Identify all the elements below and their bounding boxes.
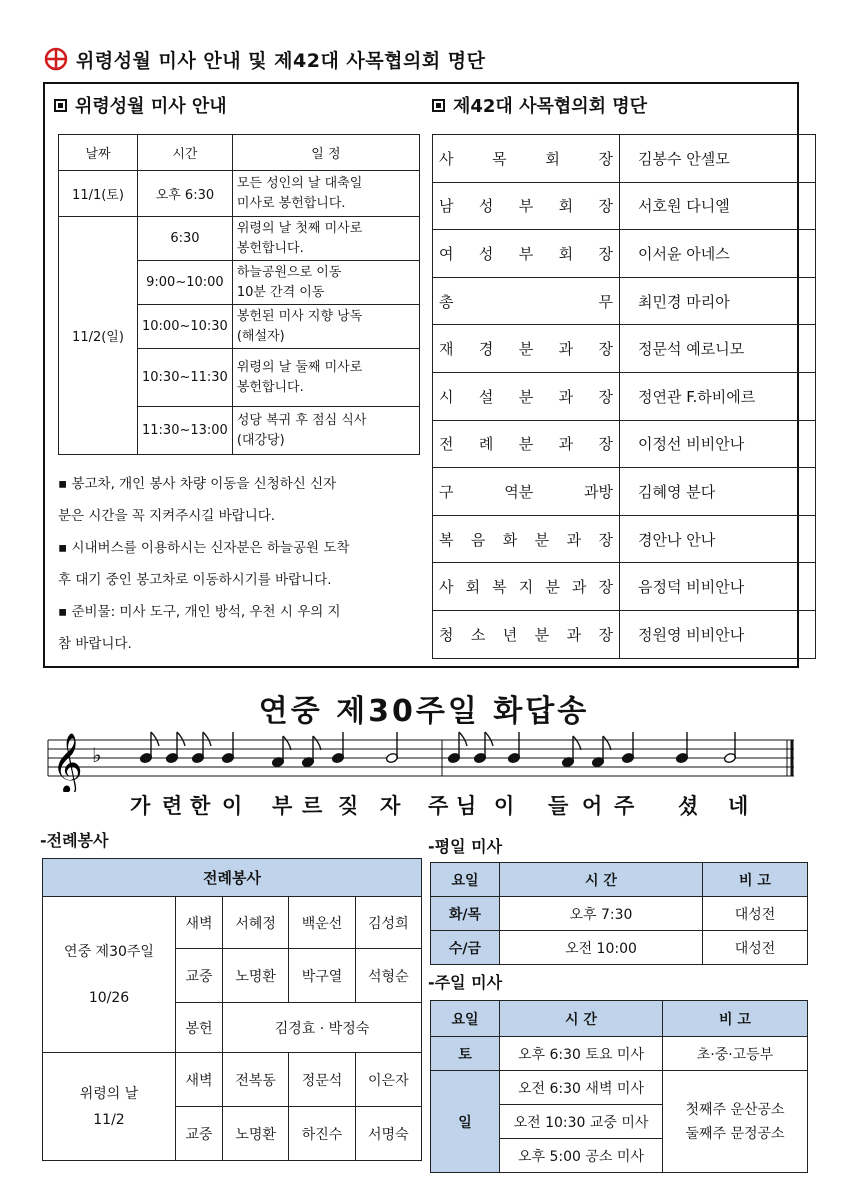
council-row <box>433 325 816 373</box>
council-section-heading: 제42대 사목협의회 명단 <box>432 92 647 118</box>
table-row: 11/2(일) 6:30 위령의 날 첫째 미사로 봉헌합니다. <box>59 217 420 261</box>
table-row: 수/금 오전 10:00 대성전 <box>431 931 808 965</box>
council-row <box>433 420 816 468</box>
mass-notes: ▪ 봉고차, 개인 봉사 차량 이동을 신청하신 신자 분은 시간을 꼭 지켜주시길 바랍니다. ▪ 시내버스를 이용하시는 신자분은 하늘공원 도착 후 대기 중인 봉고차로 이동하시기를 바랍니다. ▪ 준비물: 미사 도구, 개인 방석, 우천 시 우의 지 참 바랍니다. <box>58 476 350 652</box>
council-row <box>433 182 816 230</box>
lyric-syllable: 부 <box>272 794 294 818</box>
table-row: 화/목 오후 7:30 대성전 <box>431 897 808 931</box>
lyric-syllable: 이 <box>222 794 244 818</box>
council-table <box>432 134 816 659</box>
council-row <box>433 515 816 563</box>
page-title: 위령성월 미사 안내 및 제42대 사목협의회 명단 <box>76 49 486 72</box>
council-role: 시 설 분 과 장 <box>433 372 620 420</box>
mass-schedule-table <box>58 134 420 455</box>
lyric-syllable: 자 <box>380 794 402 818</box>
council-role: 청 소 년 분 과 장 <box>433 610 620 658</box>
treble-clef-icon: 𝄞 <box>52 733 83 792</box>
table-row: 오후 5:00 공소 미사 <box>431 1139 808 1173</box>
sunday-mass-label: -주일 미사 <box>428 973 503 992</box>
music-staff <box>42 722 802 792</box>
mass-section-heading: 위령성월 미사 안내 <box>54 92 227 118</box>
council-name: 김혜영 분다 <box>620 468 816 516</box>
council-name: 정문석 예로니모 <box>620 325 816 373</box>
header-date: 날짜 <box>59 135 138 171</box>
weekday-mass-table: 요일 시 간 비 고 화/목 오후 7:30 대성전 수/금 오전 10:00 대성전 <box>430 862 808 965</box>
table-row: 10:00~10:30 봉헌된 미사 지향 낭독 (해설자) <box>59 305 420 349</box>
table-row: 봉헌 김경효 · 박정숙 <box>43 1003 422 1053</box>
liturgy-service-table <box>42 858 422 1161</box>
council-role: 전 례 분 과 장 <box>433 420 620 468</box>
council-name: 이정선 비비안나 <box>620 420 816 468</box>
table-row: 토 오후 6:30 토요 미사 초·중·고등부 <box>431 1037 808 1071</box>
council-role: 사 회 복 지 분 과 장 <box>433 563 620 611</box>
council-name: 최민경 마리아 <box>620 277 816 325</box>
page-title-row <box>44 44 486 74</box>
hymn-title: 연중 제30주일 화답송 <box>258 694 590 729</box>
council-name: 음정덕 비비안나 <box>620 563 816 611</box>
council-name: 이서윤 아네스 <box>620 230 816 278</box>
cross-logo-icon <box>44 47 68 71</box>
lyric-syllable: 주 <box>614 794 636 818</box>
table-row: 위령의 날 11/2 새벽 전복동 정문석 이은자 <box>43 1053 422 1107</box>
council-role: 구 역분 과방 <box>433 468 620 516</box>
square-bullet-icon <box>432 99 445 112</box>
sunday-mass-table: 요일 시 간 비 고 토 오후 6:30 토요 미사 초·중·고등부 일 오전 6:30 새벽 미사 첫째주 운산공소 둘째주 문정공소 오전 10:30 교중 미사 오후 5:00 공소 미사 <box>430 1000 808 1173</box>
council-role: 복 음 화 분 과 장 <box>433 515 620 563</box>
council-role: 남 성 부 회 장 <box>433 182 620 230</box>
table-row: 교중 노명환 박구열 석형순 <box>43 949 422 1003</box>
lyric-syllable: 가 <box>130 794 152 818</box>
liturgy-service-label: -전례봉사 <box>40 831 109 850</box>
square-bullet-icon <box>54 99 67 112</box>
lyric-syllable: 들 <box>548 794 570 818</box>
council-name: 정연관 F.하비에르 <box>620 372 816 420</box>
council-row <box>433 230 816 278</box>
liturgy-service-header: 전례봉사 <box>43 859 422 897</box>
council-name: 경안나 안나 <box>620 515 816 563</box>
table-row: 오전 10:30 교중 미사 <box>431 1105 808 1139</box>
lyric-syllable: 련 <box>162 794 184 818</box>
council-name: 김봉수 안셀모 <box>620 135 816 183</box>
lyric-syllable: 네 <box>728 794 750 818</box>
table-row: 11/1(토) 오후 6:30 모든 성인의 날 대축일 미사로 봉헌합니다. <box>59 171 420 217</box>
council-row <box>433 372 816 420</box>
header-time: 시간 <box>138 135 233 171</box>
hymn-lyrics <box>130 790 770 820</box>
table-row: 일 오전 6:30 새벽 미사 첫째주 운산공소 둘째주 문정공소 <box>431 1071 808 1105</box>
weekday-mass-label: -평일 미사 <box>428 837 503 856</box>
lyric-syllable: 어 <box>582 794 604 818</box>
table-row: 11:30~13:00 성당 복귀 후 점심 식사 (대강당) <box>59 407 420 455</box>
council-row <box>433 563 816 611</box>
council-role: 여 성 부 회 장 <box>433 230 620 278</box>
council-row <box>433 468 816 516</box>
council-row <box>433 610 816 658</box>
table-row: 10:30~11:30 위령의 날 둘째 미사로 봉헌합니다. <box>59 349 420 407</box>
lyric-syllable: 님 <box>456 794 478 818</box>
council-name: 정원영 비비안나 <box>620 610 816 658</box>
council-role: 재 경 분 과 장 <box>433 325 620 373</box>
lyric-syllable: 셨 <box>678 794 700 818</box>
flat-icon: ♭ <box>92 743 102 767</box>
lyric-syllable: 르 <box>302 794 324 818</box>
table-row: 교중 노명환 하진수 서명숙 <box>43 1107 422 1161</box>
council-name: 서호원 다니엘 <box>620 182 816 230</box>
council-row <box>433 277 816 325</box>
lyric-syllable: 주 <box>428 794 450 818</box>
table-row: 연중 제30주일 10/26 새벽 서혜정 백운선 김성희 <box>43 897 422 949</box>
council-role: 사 목 회 장 <box>433 135 620 183</box>
header-schedule: 일 정 <box>232 135 419 171</box>
council-role: 총 무 <box>433 277 620 325</box>
table-row: 9:00~10:00 하늘공원으로 이동 10분 간격 이동 <box>59 261 420 305</box>
lyric-syllable: 한 <box>190 794 212 818</box>
council-row <box>433 135 816 183</box>
lyric-syllable: 이 <box>494 794 516 818</box>
lyric-syllable: 짖 <box>338 794 360 818</box>
